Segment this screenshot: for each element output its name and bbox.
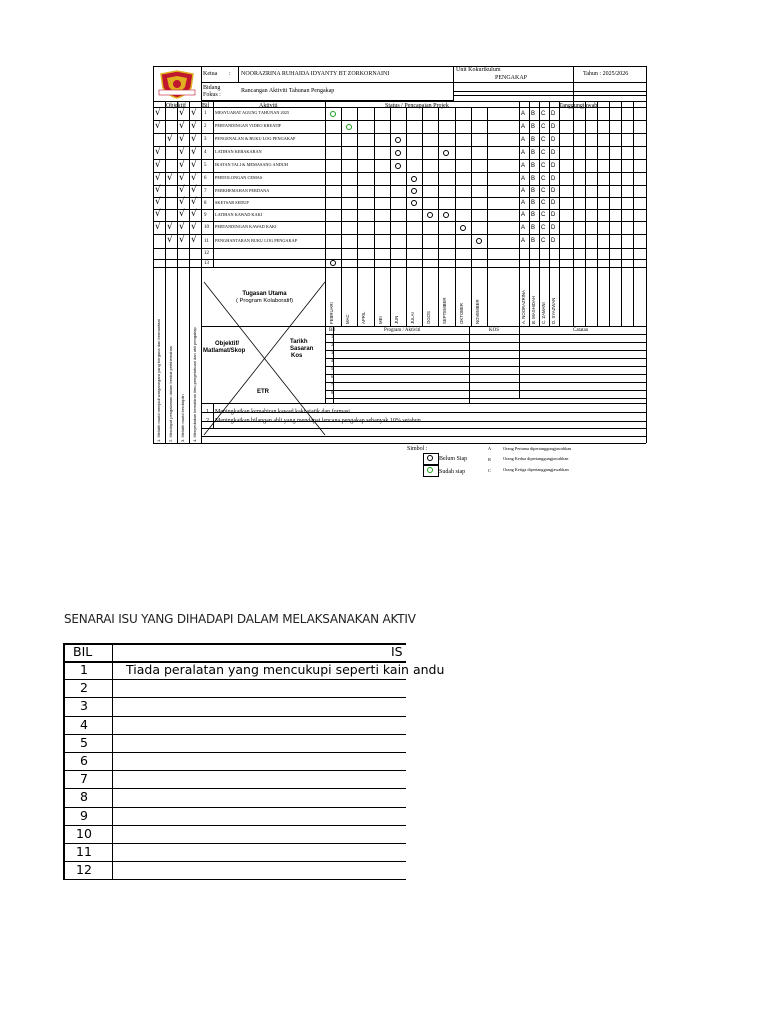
activity-bil: 2: [204, 124, 207, 129]
activity-name: PERTANDINGAN VIDEO KREATIF: [215, 123, 282, 129]
summary-2-text: Meningkatkan bilangan ahli yang mendapat lencana pengakap sebanyak 10% setahun: [215, 418, 421, 424]
issues-row-border: [63, 752, 406, 753]
objective-tick-icon: √: [155, 221, 161, 232]
month-label: NOVEMBER: [474, 299, 480, 324]
owner-letter: A: [521, 224, 526, 231]
legend-b-letter: B: [488, 457, 491, 462]
issues-row-bil: 7: [80, 771, 88, 787]
issues-row-border: [63, 825, 406, 826]
issues-row-border: [63, 879, 406, 880]
owner-letter: A: [521, 188, 526, 194]
grid-hline: [325, 350, 646, 351]
issues-header-isu: IS: [391, 644, 403, 659]
objective-tick-icon: √: [179, 172, 185, 183]
month-label: MAC: [345, 314, 351, 324]
objective-tick-icon: √: [191, 235, 197, 245]
grid-vline: [455, 107, 456, 326]
program-row-bil: 3: [331, 350, 334, 355]
owner-letter: C: [541, 110, 546, 117]
owner-letter: D: [551, 149, 556, 156]
oppm-plan: [153, 66, 646, 443]
owner-letter: C: [541, 162, 546, 169]
legend-a-letter: A: [488, 446, 492, 451]
status-done-circle-icon: [330, 111, 336, 117]
status-pending-circle-icon: [427, 212, 433, 218]
status-pending-circle-icon: [411, 188, 417, 194]
x-top-title: Tugasan Utama: [242, 291, 287, 297]
summary-2-no: 2: [206, 418, 209, 424]
legend-belum-circle-icon: [427, 455, 433, 461]
owner-letter: D: [551, 224, 556, 231]
status-pending-circle-icon: [395, 137, 401, 143]
grid-vline: [597, 101, 598, 326]
month-label: OGOS: [426, 311, 432, 324]
owner-letter: C: [541, 188, 546, 194]
grid-vline: [201, 101, 202, 443]
issues-header-bil: BIL: [73, 644, 93, 659]
issues-row-border: [63, 716, 406, 717]
issues-row-bil: 4: [80, 716, 88, 732]
x-top-subtitle: ( Program Kolaboratif): [235, 298, 294, 304]
owner-letter: B: [531, 200, 536, 206]
program-row-bil: 6: [331, 374, 334, 379]
grid-vline: [201, 66, 202, 100]
issues-row-bil: 11: [76, 844, 92, 859]
program-row-bil: 5: [331, 366, 334, 371]
activity-bil: 5: [204, 163, 207, 168]
owner-letter: B: [531, 149, 536, 156]
activity-name: PERTANDINGAN KAWAD KAKI: [215, 224, 277, 230]
activity-bil: 1: [204, 111, 207, 116]
objective-tick-icon: √: [179, 185, 185, 195]
program-row-bil: 2: [331, 342, 334, 347]
grid-hline: [325, 374, 646, 375]
person-label: C. ZAMANI: [541, 302, 546, 324]
owner-letter: A: [521, 123, 526, 130]
objective-tick-icon: √: [155, 107, 161, 118]
issues-row-bil: 8: [80, 789, 88, 805]
legend-sudah: Sudah siap: [439, 469, 466, 475]
objective-tick-icon: √: [179, 159, 185, 170]
status-pending-circle-icon: [395, 163, 401, 169]
objective-tick-icon: √: [167, 235, 173, 245]
grid-vline: [422, 107, 423, 326]
objective-tick-icon: √: [179, 235, 185, 245]
activity-name: PERKHEMAHAN PERDANA: [215, 187, 270, 193]
grid-hline: [325, 358, 646, 359]
legend-b-text: Orang Kedua dipertanggungjawabkan: [503, 456, 569, 461]
issues-row-border: [63, 788, 406, 789]
grid-vline: [585, 101, 586, 326]
objective-tick-icon: √: [155, 209, 161, 219]
person-label: D. SYAZWAN: [551, 297, 556, 324]
objective-tick-icon: √: [191, 197, 197, 207]
status-pending-circle-icon: [443, 150, 449, 156]
summary-1-text: Meningkatkan kemahiran kawad kaki statik dan formasi: [215, 409, 350, 415]
unit-label: Unit Kokurikulum: [456, 67, 501, 73]
x-right-line1: Tarikh: [290, 339, 308, 345]
issues-table: [63, 643, 445, 879]
activity-name: SKETSAR SEDUP: [215, 199, 249, 205]
grid-vline: [559, 101, 560, 326]
issues-row-text: Tiada peralatan yang mencukupi seperti kain andu: [126, 662, 445, 677]
grid-hline: [325, 342, 646, 343]
grid-vline: [213, 101, 214, 267]
grid-vline: [189, 101, 190, 443]
program-row-bil: 4: [331, 358, 334, 363]
objective-tick-icon: √: [179, 133, 185, 144]
grid-hline: [325, 390, 646, 391]
program-row-bil: 7: [331, 382, 334, 387]
month-label: JUN: [393, 315, 399, 324]
issues-row-bil: 3: [80, 698, 88, 714]
school-crest-logo: [155, 68, 199, 100]
header-status: Status / Pencapaian Projek: [385, 103, 449, 109]
x-right-line3: Kos: [291, 353, 303, 359]
activity-name: MESYUARAT AGUNG TAHUNAN 2025: [215, 110, 290, 116]
header-bil: Bil: [202, 103, 210, 109]
legend-sudah-box: [423, 465, 439, 477]
grid-vline: [519, 101, 520, 326]
tahun: Tahun : 2025/2026: [583, 71, 629, 77]
program-header-bil: Bil: [329, 328, 336, 333]
month-label: FEBRUARI: [329, 302, 334, 324]
owner-letter: D: [551, 110, 556, 117]
owner-letter: B: [531, 123, 536, 130]
month-label: MEI: [377, 316, 383, 324]
grid-vline: [529, 101, 530, 326]
activity-bil: 13: [204, 260, 209, 266]
person-label: A. NOORAZRINA: [521, 290, 526, 324]
owner-letter: B: [531, 238, 536, 244]
objective-tick-icon: √: [167, 172, 173, 183]
grid-vline: [487, 107, 488, 326]
objective-tick-icon: √: [155, 159, 161, 170]
owner-letter: B: [531, 212, 536, 218]
owner-letter: D: [551, 136, 556, 143]
unit-value: PENGAKAP: [495, 75, 528, 81]
owner-letter: A: [521, 136, 526, 143]
activity-name: LATIHAN KAWAD KAKI: [215, 211, 263, 217]
month-label: APRIL: [361, 311, 367, 324]
owner-letter: B: [531, 188, 536, 194]
objective-tick-icon: √: [179, 120, 185, 131]
issues-row-bil: 12: [76, 862, 92, 878]
objective-tick-icon: √: [179, 197, 185, 207]
grid-hline: [325, 398, 646, 399]
activity-bil: 11: [204, 238, 209, 244]
objective-label: 4. Menyediakan kemahiran ilmu pengetahuan dan ahli pengakap: [192, 327, 197, 442]
issues-top-border: [63, 643, 406, 645]
owner-letter: D: [551, 123, 556, 130]
grid-hline: [325, 334, 646, 335]
bidang-fokus-value: Rancangan Aktiviti Tahunan Pengakap: [241, 88, 335, 94]
owner-letter: C: [541, 224, 546, 231]
x-left-line1: Objektif/: [215, 341, 240, 347]
issues-row-border: [63, 861, 406, 862]
activity-name: PENGENALAN & BUKU LOG PENGAKAP: [215, 136, 296, 142]
objective-tick-icon: √: [191, 120, 197, 131]
status-pending-circle-icon: [395, 150, 401, 156]
grid-vline: [165, 101, 166, 443]
issues-row-bil: 10: [76, 825, 92, 841]
summary-1-no: 1: [206, 409, 209, 415]
activity-bil: 7: [204, 188, 207, 194]
owner-letter: D: [551, 200, 556, 206]
objective-tick-icon: √: [179, 221, 185, 232]
activity-bil: 9: [204, 212, 207, 218]
issues-row-bil: 2: [80, 680, 88, 696]
issues-row-border: [63, 843, 406, 844]
activity-bil: 6: [204, 176, 207, 181]
grid-vline: [177, 101, 178, 443]
owner-letter: A: [521, 149, 526, 156]
objective-label: 1. Melatih murid menjadi warganegara yang berguna dan bermanfaat: [156, 319, 161, 442]
issues-row-border: [63, 679, 406, 680]
grid-hline: [201, 436, 646, 437]
owner-letter: C: [541, 175, 546, 182]
grid-vline: [573, 66, 574, 101]
owner-letter: C: [541, 200, 546, 206]
grid-vline: [238, 66, 239, 82]
grid-hline: [325, 382, 646, 383]
issues-row-border: [63, 807, 406, 808]
ketua-label: Ketua: [203, 71, 218, 77]
activity-name: PENGHANTARAN BUKU LOG PENGAKAP: [215, 237, 298, 243]
legend-title: Simbol :: [407, 446, 428, 452]
status-done-circle-icon: [346, 124, 352, 130]
legend-a-text: Orang Pertama dipertanggungjawabkan: [503, 446, 572, 451]
owner-letter: A: [521, 212, 526, 218]
legend-belum-box: [423, 453, 439, 465]
grid-hline: [453, 95, 646, 96]
owner-letter: C: [541, 136, 546, 143]
x-right-line2: Sasaran: [290, 346, 314, 352]
owner-letter: D: [551, 212, 556, 218]
owner-letter: A: [521, 175, 526, 182]
objective-tick-icon: √: [155, 146, 161, 157]
grid-hline: [201, 82, 646, 83]
owner-letter: A: [521, 238, 526, 244]
objective-tick-icon: √: [155, 197, 161, 207]
header-aktiviti: Aktiviti: [259, 103, 278, 109]
objective-tick-icon: √: [191, 159, 197, 170]
grid-vline: [646, 101, 647, 326]
ketua-colon: :: [229, 71, 231, 77]
grid-vline: [453, 66, 454, 101]
owner-letter: A: [521, 110, 526, 117]
month-label: OKTOBER: [458, 303, 464, 324]
owner-letter: B: [531, 224, 536, 231]
legend-belum: Belum Siap: [439, 456, 468, 462]
issues-row-bil: 1: [80, 662, 88, 677]
grid-vline: [153, 101, 154, 443]
objective-label: 3. Melatih murid berdisiplin: [180, 394, 185, 442]
activity-name: LATIHAN KEBAKARAN: [215, 149, 262, 155]
grid-vline: [573, 101, 574, 326]
owner-letter: D: [551, 188, 556, 194]
program-row-bil: 8: [331, 390, 334, 395]
header-objektif: Objektif: [166, 103, 186, 109]
objective-tick-icon: √: [155, 185, 161, 195]
grid-vline: [406, 107, 407, 326]
objective-tick-icon: √: [191, 133, 197, 144]
grid-vline: [469, 326, 470, 403]
ketua-name: NOORAZRINA RUHAIDA IDYANTY BT ZORKORNAINI: [241, 71, 390, 77]
status-pending-circle-icon: [460, 225, 466, 231]
status-pending-circle-icon: [476, 238, 482, 244]
activity-bil: 12: [204, 251, 209, 256]
grid-vline: [471, 107, 472, 326]
legend-sudah-circle-icon: [427, 467, 433, 473]
objective-tick-icon: √: [191, 221, 197, 232]
activity-bil: 4: [204, 150, 207, 155]
objective-tick-icon: √: [155, 120, 161, 131]
status-pending-circle-icon: [411, 176, 417, 182]
grid-vline: [357, 107, 358, 326]
owner-letter: C: [541, 238, 546, 244]
objective-tick-icon: √: [191, 209, 197, 219]
owner-letter: A: [521, 162, 526, 169]
grid-vline: [519, 326, 520, 398]
status-pending-circle-icon: [411, 200, 417, 206]
owner-letter: B: [531, 110, 536, 117]
program-header-program: Program / Aktiviti: [384, 328, 421, 333]
grid-vline: [609, 101, 610, 326]
program-header-catatan: Catatan: [573, 328, 589, 333]
grid-vline: [374, 107, 375, 326]
grid-hline: [325, 366, 646, 367]
objective-tick-icon: √: [167, 221, 173, 232]
program-row-bil: 1: [331, 334, 334, 339]
owner-letter: D: [551, 175, 556, 182]
activity-bil: 8: [204, 200, 207, 206]
x-bottom: ETR: [257, 389, 269, 395]
activity-bil: 10: [204, 225, 209, 230]
status-pending-circle-icon: [330, 260, 336, 266]
issues-row-bil: 6: [80, 753, 88, 768]
legend-c-text: Orang Ketiga dipertanggungjawabkan: [503, 467, 569, 472]
grid-vline: [390, 107, 391, 326]
person-label: B. MASHIDAH: [531, 296, 536, 324]
grid-hline: [453, 91, 646, 92]
objective-tick-icon: √: [167, 133, 173, 144]
grid-vline: [438, 107, 439, 326]
bidang-fokus-label: Bidang Fokus :: [203, 85, 221, 98]
issues-row-border: [63, 697, 406, 698]
grid-vline: [633, 101, 634, 326]
grid-vline: [549, 101, 550, 326]
owner-letter: D: [551, 238, 556, 244]
objective-tick-icon: √: [191, 185, 197, 195]
objective-tick-icon: √: [179, 146, 185, 157]
legend-c-letter: C: [488, 468, 491, 473]
objective-tick-icon: √: [179, 107, 185, 118]
grid-vline: [341, 107, 342, 326]
owner-letter: B: [531, 136, 536, 143]
owner-letter: B: [531, 175, 536, 182]
grid-hline: [153, 443, 646, 444]
issues-row-bil: 9: [80, 807, 88, 823]
owner-letter: C: [541, 212, 546, 218]
owner-letter: C: [541, 149, 546, 156]
month-label: JULAI: [410, 312, 415, 324]
objective-tick-icon: √: [191, 107, 197, 118]
issues-row-bil: 5: [80, 734, 88, 750]
objective-tick-icon: √: [191, 146, 197, 157]
program-header-kos: KOS: [489, 328, 500, 333]
grid-hline: [325, 326, 646, 327]
owner-letter: D: [551, 162, 556, 169]
objective-tick-icon: √: [191, 172, 197, 183]
activity-name: IKATAN TALI & MEMASANG ANDUH: [215, 162, 288, 168]
owner-letter: A: [521, 200, 526, 206]
activity-name: PERTOLONGAN CEMAS: [215, 175, 263, 181]
issues-row-border: [63, 734, 406, 735]
objective-tick-icon: √: [179, 209, 185, 219]
activity-bil: 3: [204, 137, 207, 142]
grid-vline: [621, 101, 622, 326]
issues-title: SENARAI ISU YANG DIHADAPI DALAM MELAKSANAKAN AKTIV: [64, 612, 416, 626]
x-left-line2: Matlamat/Skop: [203, 348, 246, 354]
owner-letter: C: [541, 123, 546, 130]
grid-vline: [539, 101, 540, 326]
issues-row-border: [63, 770, 406, 771]
header-tanggungjawab: Tanggungjawab: [559, 103, 598, 109]
objective-tick-icon: √: [155, 172, 161, 183]
owner-letter: B: [531, 162, 536, 169]
month-label: SEPTEMBER: [442, 297, 448, 324]
status-pending-circle-icon: [443, 212, 449, 218]
objective-label: 2. Mendapat pengalaman dalam bentuk perkhemahan: [168, 345, 173, 442]
